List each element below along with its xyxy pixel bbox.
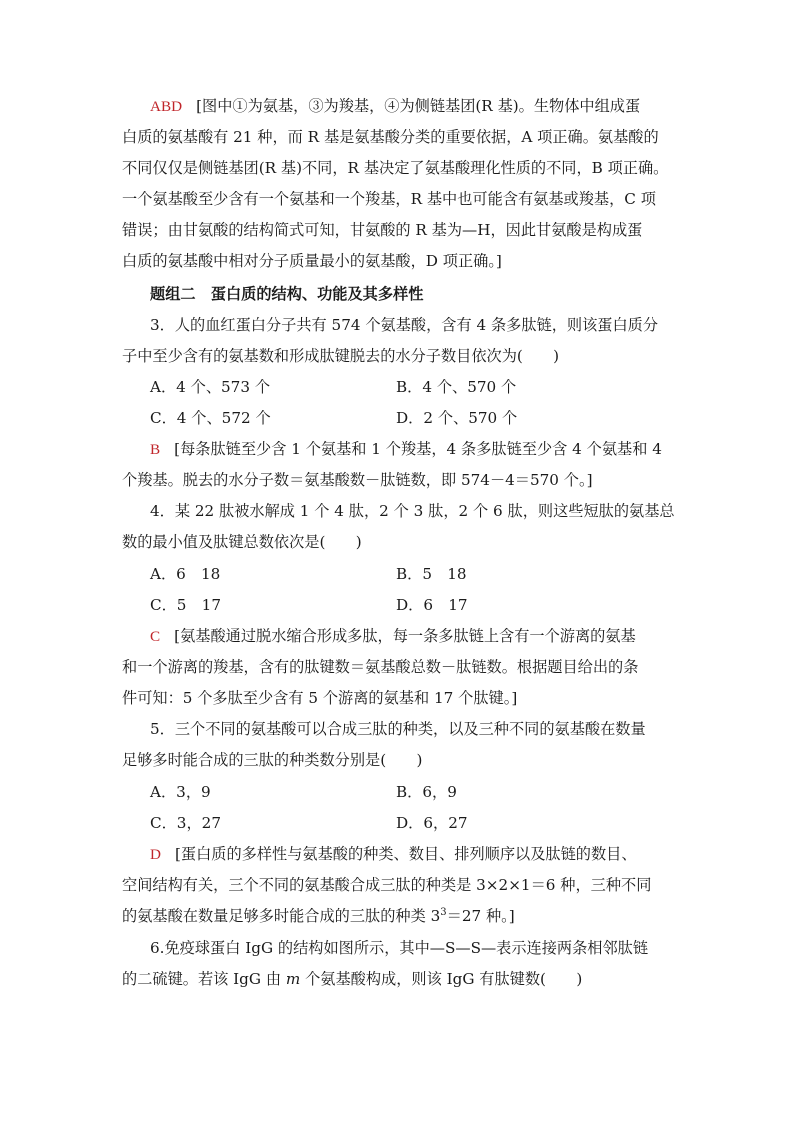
q2-answer-line-5: 错误；由甘氨酸的结构简式可知，甘氨酸的 R 基为—H，因此甘氨酸是构成蛋 <box>122 221 643 239</box>
q3-option-b: B．4 个、570 个 <box>396 378 517 396</box>
q2-answer-line-2: 白质的氨基酸有 21 种，而 R 基是氨基酸分类的重要依据，A 项正确。氨基酸的 <box>122 128 659 146</box>
q5-stem-line-1: 5．三个不同的氨基酸可以合成三肽的种类，以及三种不同的氨基酸在数量 <box>150 720 646 738</box>
q4-option-a: A．6 18 <box>150 565 221 583</box>
q4-option-d: D．6 17 <box>396 596 468 614</box>
q6-stem-line-2: 的二硫键。若该 IgG 由 m 个氨基酸构成，则该 IgG 有肽键数( ) <box>122 970 583 988</box>
q5-answer-line-3: 的氨基酸在数量足够多时能合成的三肽的种类 $3^3=27$ 种。] <box>122 906 515 925</box>
answer-key: ABD <box>150 98 183 115</box>
q4-answer-line-2: 和一个游离的羧基，含有的肽键数＝氨基酸总数－肽链数。根据题目给出的条 <box>122 658 639 676</box>
q6-stem-line-1: 6.免疫球蛋白 IgG 的结构如图所示，其中—S—S—表示连接两条相邻肽链 <box>150 939 649 957</box>
q2-answer-line-6: 白质的氨基酸中相对分子质量最小的氨基酸，D 项正确。] <box>122 252 502 270</box>
q5-option-b: B．6，9 <box>396 783 457 801</box>
q5-option-d: D．6，27 <box>396 814 468 832</box>
q3-answer-line-1: B [每条肽链至少含 1 个氨基和 1 个羧基，4 条多肽链至少含 4 个氨基和 4 <box>150 440 662 458</box>
answer-key: C <box>150 628 161 645</box>
q3-answer-line-2: 个羧基。脱去的水分子数＝氨基酸数－肽链数，即 574－4＝570 个。] <box>122 471 593 489</box>
q3-option-c: C．4 个、572 个 <box>150 409 271 427</box>
q5-answer-line-2: 空间结构有关，三个不同的氨基酸合成三肽的种类是 3×2×1＝6 种，三种不同 <box>122 876 652 894</box>
q3-stem-line-2: 子中至少含有的氨基数和形成肽键脱去的水分子数目依次为( ) <box>122 347 560 365</box>
q3-option-a: A．4 个、573 个 <box>150 378 271 396</box>
q5-stem-line-2: 足够多时能合成的三肽的种类数分别是( ) <box>122 751 423 769</box>
q5-answer-line-1: D [蛋白质的多样性与氨基酸的种类、数目、排列顺序以及肽链的数目、 <box>150 845 637 863</box>
q2-answer-line-1: ABD [图中①为氨基，③为羧基，④为侧链基团(R 基)。生物体中组成蛋 <box>150 97 641 115</box>
q4-answer-line-1: C [氨基酸通过脱水缩合形成多肽，每一条多肽链上含有一个游离的氨基 <box>150 627 636 645</box>
q2-answer-line-4: 一个氨基酸至少含有一个氨基和一个羧基，R 基中也可能含有氨基或羧基，C 项 <box>122 190 656 208</box>
q4-option-b: B．5 18 <box>396 565 467 583</box>
q5-option-a: A．3，9 <box>150 783 211 801</box>
q4-option-c: C．5 17 <box>150 596 221 614</box>
q4-answer-line-3: 件可知：5 个多肽至少含有 5 个游离的氨基和 17 个肽键。] <box>122 689 518 707</box>
exponent: 3 <box>440 906 447 918</box>
variable-m: m <box>285 970 301 988</box>
section-heading: 题组二 蛋白质的结构、功能及其多样性 <box>150 285 424 303</box>
q3-stem-line-1: 3．人的血红蛋白分子共有 574 个氨基酸，含有 4 条多肽链，则该蛋白质分 <box>150 316 659 334</box>
q3-option-d: D．2 个、570 个 <box>396 409 518 427</box>
answer-key: B <box>150 441 161 458</box>
answer-key: D <box>150 846 161 863</box>
q2-answer-line-3: 不同仅仅是侧链基团(R 基)不同，R 基决定了氨基酸理化性质的不同，B 项正确。 <box>122 159 669 177</box>
q5-option-c: C．3，27 <box>150 814 221 832</box>
q4-stem-line-1: 4．某 22 肽被水解成 1 个 4 肽，2 个 3 肽，2 个 6 肽，则这些短肽的氨基总 <box>150 502 675 520</box>
q4-stem-line-2: 数的最小值及肽键总数依次是( ) <box>122 533 362 551</box>
